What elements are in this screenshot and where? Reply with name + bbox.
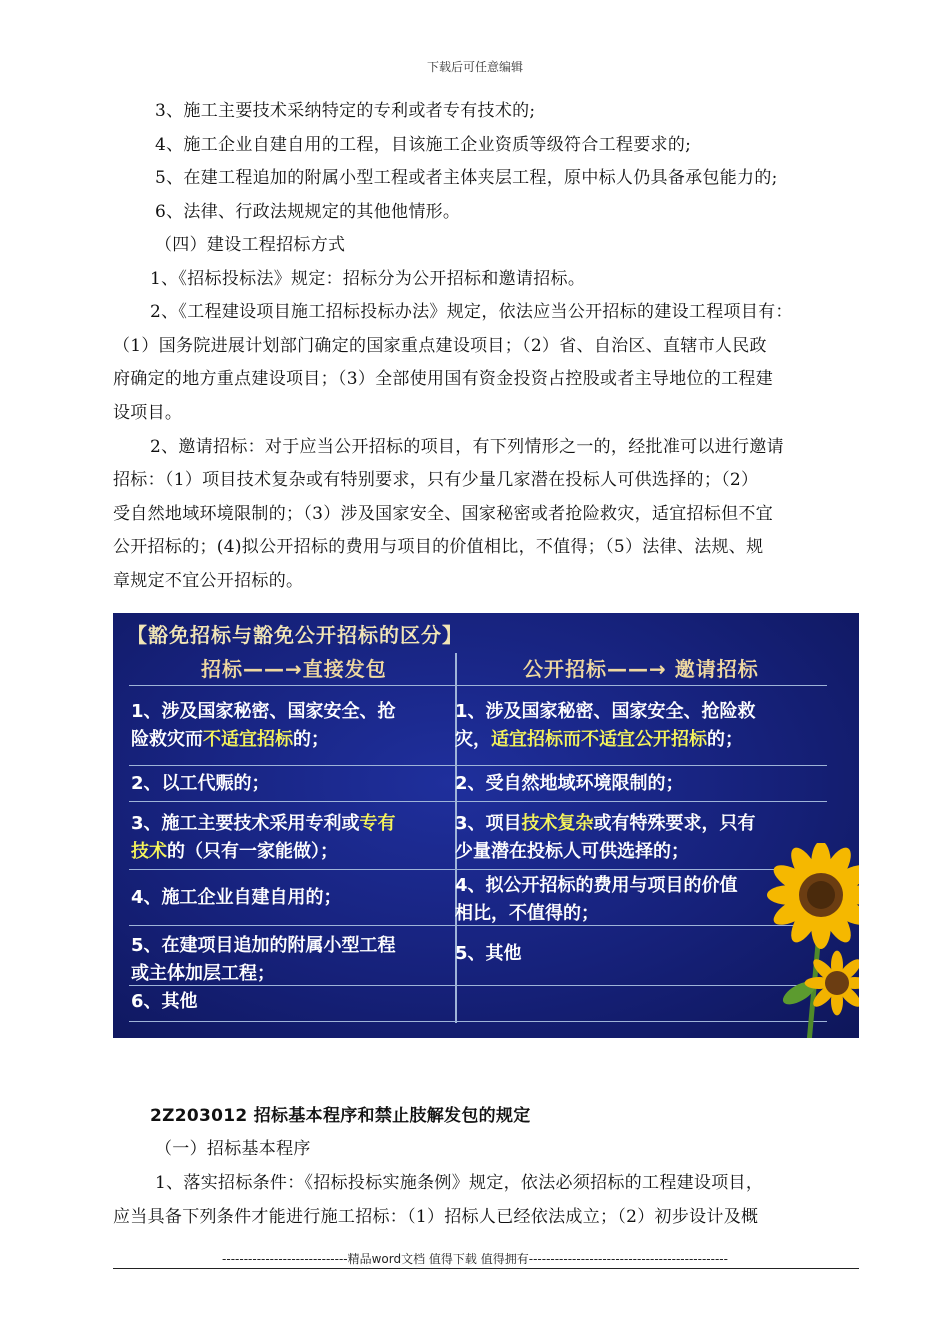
text-line: 4、施工企业自建自用的工程，目该施工企业资质等级符合工程要求的; — [155, 135, 692, 155]
table-cell-line — [131, 769, 270, 798]
table-cell-line — [131, 697, 396, 726]
highlighted-text: 适宜招标而不适宜公开招标 — [491, 729, 707, 750]
text-line: 章规定不宜公开招标的。 — [113, 571, 304, 591]
highlighted-text: 不适宜招标 — [203, 729, 293, 750]
text-line: 公开招标的；(4)拟公开招标的费用与项目的价值相比，不值得；（5）法律、法规、规 — [113, 537, 764, 557]
table-cell-line — [455, 697, 756, 726]
cell-text: 或有特殊要求，只有 — [593, 813, 756, 834]
cell-text: 6、其他 — [131, 991, 198, 1012]
cell-text: 1、涉及国家秘密、国家安全、抢 — [131, 701, 396, 722]
row-divider — [129, 765, 827, 766]
text-line: 府确定的地方重点建设项目；（3）全部使用国有资金投资占控股或者主导地位的工程建 — [113, 369, 774, 389]
cell-text: 少量潜在投标人可供选择的； — [455, 841, 689, 862]
cell-text: 或主体加层工程； — [131, 963, 275, 984]
table-cell-line — [131, 837, 338, 866]
table-cell-line — [131, 725, 329, 754]
comparison-slide-image — [113, 613, 859, 1038]
section-heading: 2Z203012 招标基本程序和禁止肢解发包的规定 — [150, 1106, 531, 1126]
table-cell-line — [455, 769, 684, 798]
table-cell-line — [131, 959, 275, 988]
text-line: 6、法律、行政法规规定的其他他情形。 — [155, 202, 461, 222]
row-divider — [129, 801, 827, 802]
table-cell-line — [455, 939, 522, 968]
cell-text: 3、施工主要技术采用专利或 — [131, 813, 360, 834]
text-line: 设项目。 — [113, 403, 183, 423]
text-line: 2、《工程建设项目施工招标投标办法》规定，依法应当公开招标的建设工程项目有： — [150, 302, 793, 322]
sunflower-decoration — [759, 843, 859, 1038]
text-line: （一）招标基本程序 — [155, 1139, 311, 1159]
cell-text: 的； — [293, 729, 329, 750]
table-cell-line — [455, 725, 743, 754]
text-line: （四）建设工程招标方式 — [155, 235, 346, 255]
text-line: 1、落实招标条件：《招标投标实施条例》规定，依法必须招标的工程建设项目， — [155, 1173, 764, 1193]
text-line: 受自然地域环境限制的；（3）涉及国家安全、国家秘密或者抢险救灾，适宜招标但不宜 — [113, 504, 774, 524]
cell-text: 4、施工企业自建自用的； — [131, 887, 342, 908]
table-cell-line — [131, 931, 396, 960]
page-footer: -----------------------------精品word文档 值得下载 值得拥有---------------------------------------------- — [222, 1252, 728, 1266]
cell-text: 的； — [707, 729, 743, 750]
text-line: 5、在建工程追加的附属小型工程或者主体夹层工程，原中标人仍具备承包能力的; — [155, 168, 778, 188]
cell-text: 2、受自然地域环境限制的； — [455, 773, 684, 794]
text-line: （1）国务院进展计划部门确定的国家重点建设项目；（2）省、自治区、直辖市人民政 — [113, 336, 767, 356]
cell-text: 5、在建项目追加的附属小型工程 — [131, 935, 396, 956]
right-column-header: 公开招标——→ 邀请招标 — [523, 657, 759, 681]
page-header: 下载后可任意编辑 — [426, 60, 523, 74]
table-cell-line — [455, 871, 738, 900]
text-line: 2、邀请招标：对于应当公开招标的项目，有下列情形之一的，经批准可以进行邀请 — [150, 437, 784, 457]
slide-title: 【豁免招标与豁免公开招标的区分】 — [127, 623, 463, 647]
footer-rule — [113, 1268, 859, 1269]
table-cell-line — [131, 987, 198, 1016]
cell-text: 2、以工代赈的； — [131, 773, 270, 794]
highlighted-text: 专有 — [359, 813, 396, 834]
cell-text: 险救灾而 — [131, 729, 203, 750]
highlighted-text: 技术 — [131, 841, 167, 862]
cell-text: 灾， — [455, 729, 491, 750]
cell-text: 相比，不值得的； — [455, 903, 599, 924]
text-line: 3、施工主要技术采纳特定的专利或者专有技术的; — [155, 101, 536, 121]
highlighted-text: 技术复杂 — [521, 813, 594, 834]
table-cell-line — [455, 899, 599, 928]
cell-text: 5、其他 — [455, 943, 522, 964]
row-divider — [129, 685, 827, 686]
table-cell-line — [455, 809, 756, 838]
table-cell-line — [455, 837, 689, 866]
table-cell-line — [131, 883, 342, 912]
cell-text: 3、项目 — [455, 813, 522, 834]
text-line: 招标：（1）项目技术复杂或有特别要求，只有少量几家潜在投标人可供选择的；（2） — [113, 470, 759, 490]
text-line: 1、《招标投标法》规定：招标分为公开招标和邀请招标。 — [150, 269, 586, 289]
cell-text: 的（只有一家能做）； — [167, 841, 338, 862]
left-column-header: 招标——→直接发包 — [201, 657, 387, 681]
cell-text: 1、涉及国家秘密、国家安全、抢险救 — [455, 701, 756, 722]
table-cell-line — [131, 809, 396, 838]
text-line: 应当具备下列条件才能进行施工招标：（1）招标人已经依法成立；（2）初步设计及概 — [113, 1207, 759, 1227]
row-divider — [129, 1021, 827, 1022]
row-divider — [129, 869, 827, 870]
cell-text: 4、拟公开招标的费用与项目的价值 — [455, 875, 738, 896]
